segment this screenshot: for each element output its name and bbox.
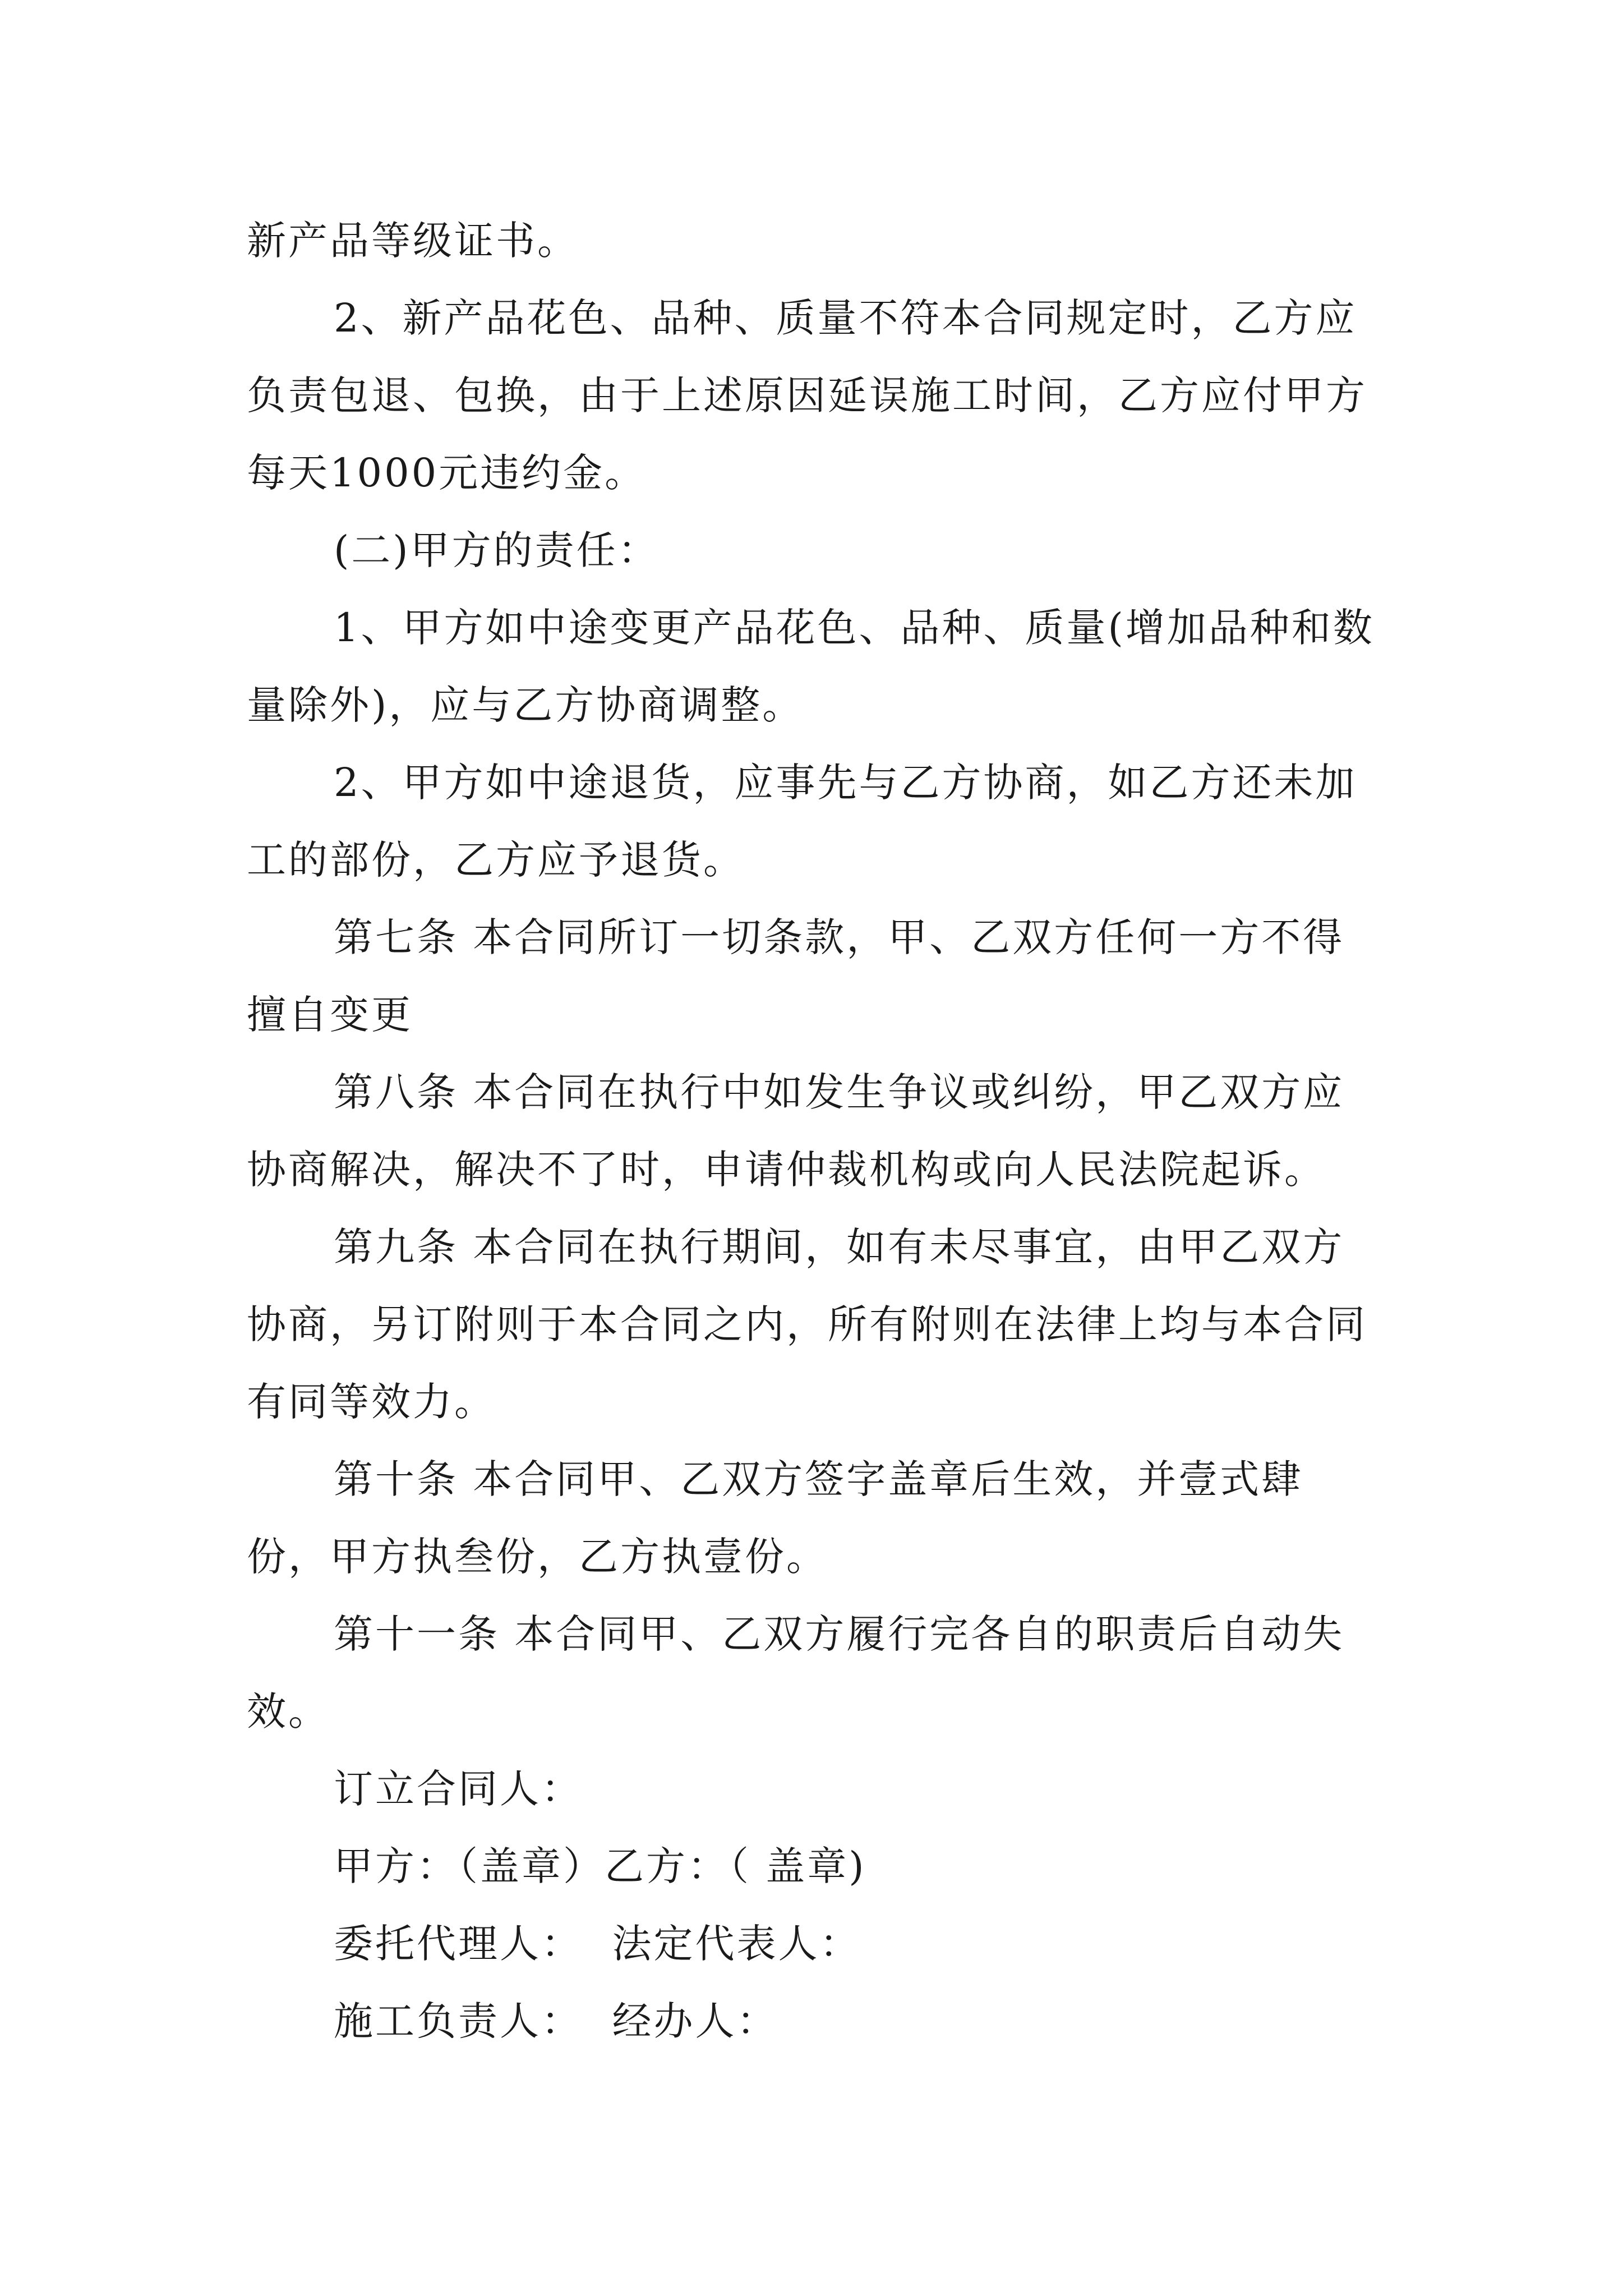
paragraph-supplier-responsibility-2: 2、新产品花色、品种、质量不符本合同规定时，乙方应负责包退、包换，由于上述原因延误施工时间，乙方应付甲方每天1000元违约金。 — [247, 295, 1367, 496]
article-9: 第九条 本合同在执行期间，如有未尽事宜，由甲乙双方协商，另订附则于本合同之内，所有附则在法律上均与本合同有同等效力。 — [247, 1224, 1367, 1425]
contract-body — [247, 202, 1385, 2060]
signature-title: 订立合同人： — [334, 1766, 583, 1812]
paragraph-certificate: 新产品等级证书。 — [247, 218, 579, 264]
article-8: 第八条 本合同在执行中如发生争议或纠纷，甲乙双方应协商解决，解决不了时，申请仲裁机构或向人民法院起诉。 — [247, 1069, 1345, 1193]
paragraph-party-a-responsibility-2: 2、甲方如中途退货，应事先与乙方协商，如乙方还未加工的部份，乙方应予退货。 — [247, 760, 1357, 883]
signature-party-line: 甲方：（盖章）乙方：（ 盖章) — [334, 1843, 866, 1889]
signature-agent-line: 委托代理人： 法定代表人： — [334, 1921, 861, 1967]
signature-construction-line: 施工负责人： 经办人： — [334, 1998, 778, 2044]
section-heading-party-a-responsibility: (二)甲方的责任： — [334, 527, 660, 573]
paragraph-party-a-responsibility-1: 1、甲方如中途变更产品花色、品种、质量(增加品种和数量除外)，应与乙方协商调整。 — [247, 605, 1375, 728]
article-10: 第十条 本合同甲、乙双方签字盖章后生效，并壹式肆份，甲方执叁份，乙方执壹份。 — [247, 1456, 1303, 1580]
article-7: 第七条 本合同所订一切条款，甲、乙双方任何一方不得擅自变更 — [247, 914, 1345, 1038]
article-11: 第十一条 本合同甲、乙双方履行完各自的职责后自动失效。 — [247, 1611, 1345, 1734]
